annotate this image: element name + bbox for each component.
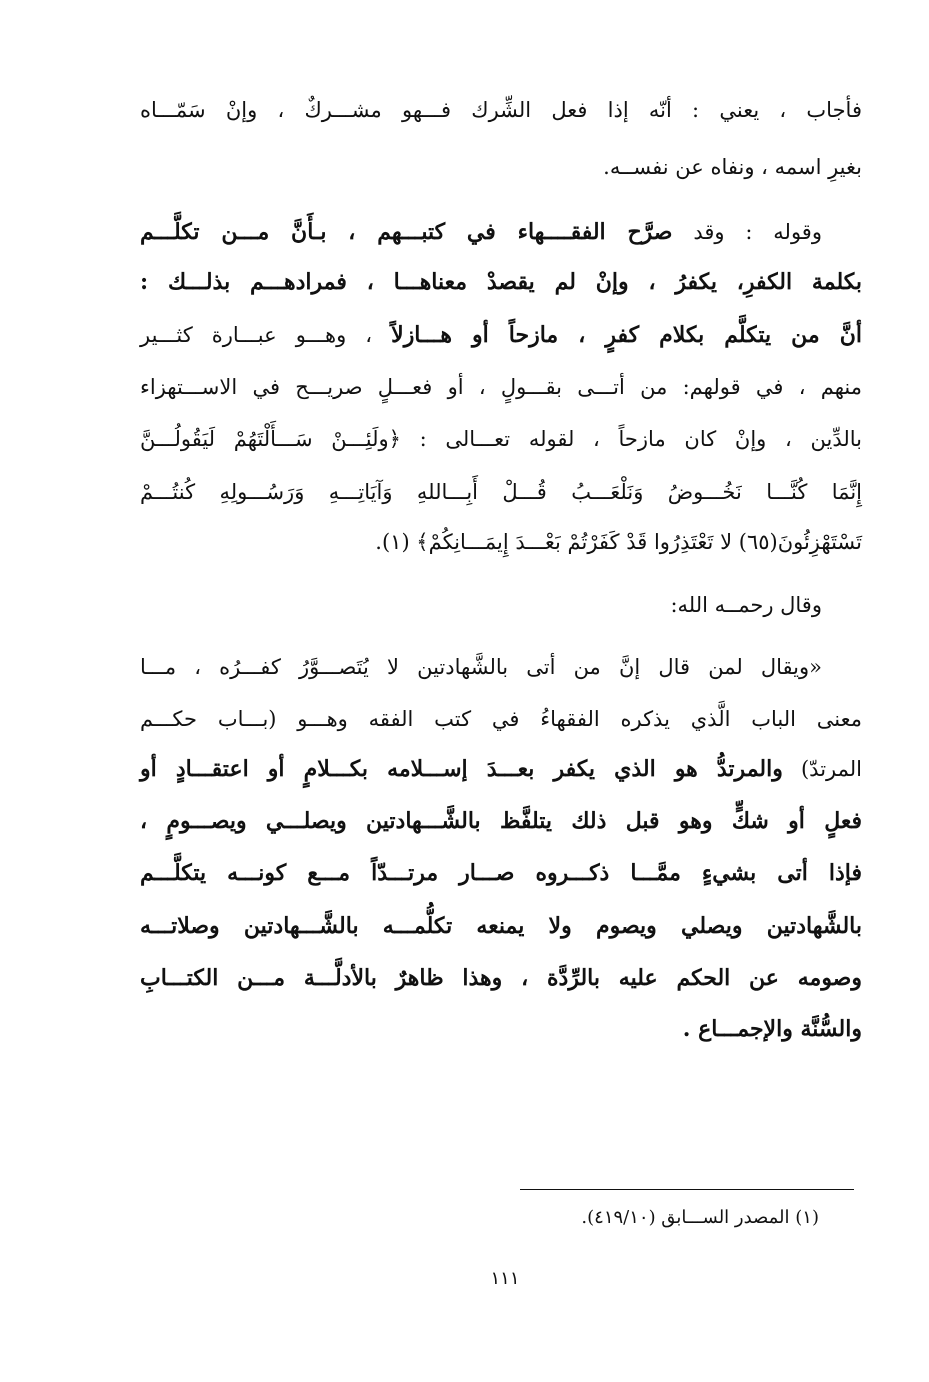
paragraph-2-line-1-bold: صرَّح الفقــــهاء في كتبـــهم ، بـأَنَّ مـــن تكلَّـــم xyxy=(140,219,673,245)
paragraph-2-line-3-normal: ، وهـــو عبـــارة كثـــير xyxy=(140,323,392,347)
paragraph-4-line-7: وصومه عن الحكم عليه بالرِّدَّة ، وهذا ظاهرٌ بالأدلَّـــة مـــن الكتـــابِ xyxy=(140,965,862,991)
paragraph-2-line-4: منهم ، في قولهم: من أتـــى بقـــولٍ ، أو فعـــلٍ صريـــح في الاســـتهزاء xyxy=(140,375,862,399)
paragraph-2-line-1 xyxy=(140,217,862,247)
paragraph-4-line-4: فعلٍ أو شكٍّ وهو قبل ذلك يتلفَّظ بالشَّـــهادتين ويصلـــي ويصـــومٍ ، xyxy=(140,808,862,834)
paragraph-4-line-3-normal: المرتدّ) xyxy=(782,757,862,781)
paragraph-4-line-1: «ويقال لمن قال إنَّ من أتى بالشَّهادتين لا يُتَصـــوَّرُ كفـــرُه ، مـــا xyxy=(140,655,822,679)
footnote-separator xyxy=(520,1189,854,1190)
paragraph-3-line-1: وقال رحمــه الله: xyxy=(670,593,822,617)
page-number: ١١١ xyxy=(490,1268,520,1289)
paragraph-4-line-5: فإذا أتى بشيءٍ ممَّـــا ذكـــروه صـــار مرتـــدّاً مـــع كونـــه يتكلَّـــم xyxy=(140,860,862,886)
paragraph-2-line-7: تَسْتَهْزِئُونَ(٦٥) لا تَعْتَذِرُوا قَدْ كَفَرْتُمْ بَعْـــدَ إِيمَـــانِكُمْ﴾ (١). xyxy=(375,530,862,554)
paragraph-1-line-2: بغيرِ اسمه ، ونفاه عن نفســه. xyxy=(603,155,862,179)
paragraph-4-line-2: معنى الباب الَّذي يذكره الفقهاءُ في كتب الفقه وهـــو (بـــاب حكـــم xyxy=(140,707,862,731)
paragraph-2-line-6: إِنَّمَا كُنَّـــا نَخُـــوضُ وَنَلْعَـــبُ قُـــلْ أَبِـــاللهِ وَآيَاتِـــهِ وَرَسُـــولِهِ كُنتُـــمْ xyxy=(140,480,862,504)
paragraph-2-line-3 xyxy=(140,320,862,350)
paragraph-2-line-3-bold: أنَّ من يتكلَّم بكلام كفرٍ ، مازحاً أو هـــازلاً xyxy=(391,322,862,348)
footnote: (١) المصدر الســـابق (٤١٩/١٠). xyxy=(581,1207,819,1228)
paragraph-4-line-3-bold: والمرتدُّ هو الذي يكفر بعـــدَ إســـلامه بكـــلامٍ أو اعتقـــادٍ أو xyxy=(140,756,783,782)
paragraph-2-line-5: بالدِّين ، وإنْ كان مازحاً ، لقوله تعـــالى : ﴿ولَئِـــنْ سَـــأَلْتَهُمْ لَيَقُولُـــنَّ xyxy=(140,427,862,451)
paragraph-4-line-3 xyxy=(140,754,862,784)
paragraph-2-line-2: بكلمة الكفرِ، يكفرُ ، وإنْ لم يقصدْ معناهـــا ، فمرادهـــم بذلـــك : xyxy=(140,269,862,295)
paragraph-4-line-6: بالشَّهادتين ويصلي ويصوم ولا يمنعه تكلُّمـــه بالشَّـــهادتين وصلاتـــه xyxy=(140,913,862,939)
paragraph-4-line-8: والسُّنَّة والإجمـــاع . xyxy=(682,1016,862,1042)
paragraph-1-line-1: فأجاب ، يعني : أنّه إذا فعل الشِّرك فـــهو مشـــركٌ ، وإنْ سَمّـــاه xyxy=(140,98,862,122)
paragraph-2-line-1-normal: وقوله : وقد xyxy=(672,220,822,244)
